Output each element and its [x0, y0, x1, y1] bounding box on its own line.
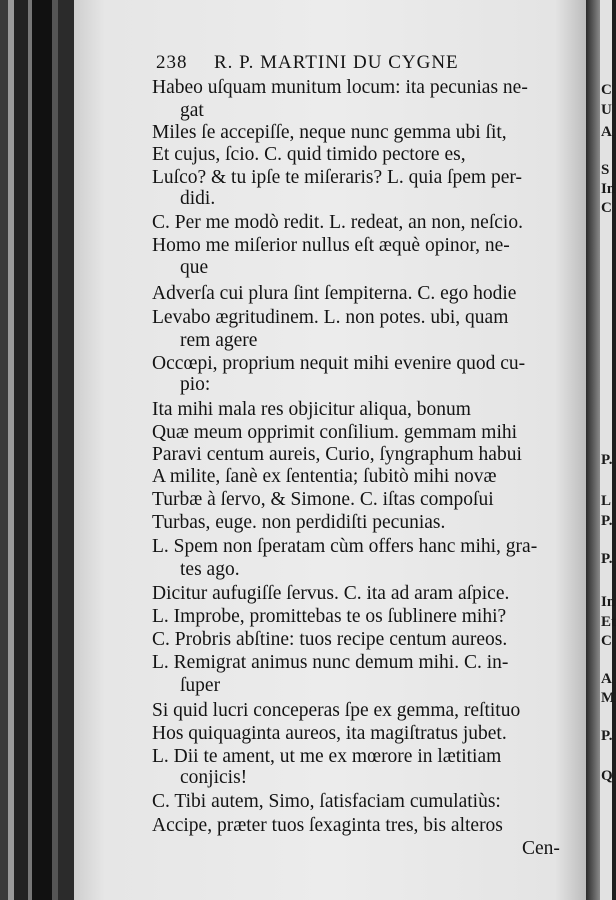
text-line: L. Spem non ſperatam cùm offers hanc mihi, gra- — [152, 536, 538, 557]
text-line: Turbas, euge. non perdidiſti pecunias. — [152, 512, 446, 533]
next-page-fragment: S — [601, 162, 610, 178]
catchword: Cen- — [522, 838, 560, 859]
text-line: C. Per me modò redit. L. redeat, an non, neſcio. — [152, 212, 523, 233]
text-line: C. Tibi autem, Simo, ſatisfaciam cumulatiùs: — [152, 791, 501, 812]
text-line: ſuper — [180, 675, 221, 696]
text-line: pio: — [180, 374, 211, 395]
next-page-fragment: In — [601, 594, 616, 610]
text-line: conjicis! — [180, 767, 248, 788]
next-page-fragment: P. — [601, 728, 613, 744]
text-line: rem agere — [180, 330, 258, 351]
next-page-fragment: P. — [601, 452, 613, 468]
text-line: Levabo ægritudinem. L. non potes. ubi, quam — [152, 307, 509, 328]
next-page-fragment: L — [601, 493, 612, 509]
next-page-fragment: A — [601, 671, 612, 687]
text-line: Ita mihi mala res objicitur aliqua, bonum — [152, 399, 471, 420]
text-line: Et cujus, ſcio. C. quid timido pectore es, — [152, 144, 466, 165]
text-line: Habeo uſquam munitum locum: ita pecunias ne- — [152, 77, 528, 98]
next-page-fragment: Et — [601, 614, 616, 630]
next-page-fragment: A — [601, 124, 612, 140]
text-line: Accipe, præter tuos ſexaginta tres, bis alteros — [152, 815, 503, 836]
running-title: R. P. MARTINI DU CYGNE — [214, 52, 459, 73]
text-line: Turbæ à ſervo, & Simone. C. iſtas compoſui — [152, 489, 494, 510]
text-line: L. Dii te ament, ut me ex mœrore in lætitiam — [152, 746, 502, 767]
next-page-fragment: M — [601, 690, 616, 706]
text-line: L. Remigrat animus nunc demum mihi. C. in- — [152, 652, 509, 673]
text-line: Hos quiquaginta aureos, ita magiſtratus jubet. — [152, 723, 507, 744]
gutter — [586, 0, 600, 900]
text-line: Adverſa cui plura ſint ſempiterna. C. ego hodie — [152, 283, 517, 304]
text-line: C. Probris abſtine: tuos recipe centum aureos. — [152, 629, 508, 650]
next-page-fragment: U — [601, 102, 612, 118]
next-page-fragment: P. — [601, 513, 613, 529]
next-page-fragment: C — [601, 633, 612, 649]
next-page-fragment: P. — [601, 551, 613, 567]
text-line: Dicitur aufugiſſe ſervus. C. ita ad aram aſpice. — [152, 583, 510, 604]
text-line: Paravi centum aureis, Curio, ſyngraphum habui — [152, 444, 522, 465]
text-line: A milite, ſanè ex ſententia; ſubitò mihi novæ — [152, 466, 497, 487]
text-line: Quæ meum opprimit conſilium. gemmam mihi — [152, 422, 518, 443]
next-page-edge — [600, 0, 616, 900]
text-line: Homo me miſerior nullus eſt æquè opinor, ne- — [152, 235, 510, 256]
next-page-fragment: In — [601, 181, 616, 197]
text-line: didi. — [180, 188, 216, 209]
text-line: gat — [180, 100, 204, 121]
text-line: Miles ſe accepiſſe, neque nunc gemma ubi ſit, — [152, 122, 507, 143]
text-line: tes ago. — [180, 559, 240, 580]
next-page-fragment: C — [601, 82, 612, 98]
page-number: 238 — [156, 52, 188, 73]
text-line: Occœpi, proprium nequit mihi evenire quod cu- — [152, 353, 526, 374]
next-page-fragment: Q — [601, 768, 613, 784]
text-line: Luſco? & tu ipſe te miſeraris? L. quia ſpem per- — [152, 167, 522, 188]
book-page — [74, 0, 586, 900]
next-page-fragment: C — [601, 200, 612, 216]
text-line: L. Improbe, promittebas te os ſublinere mihi? — [152, 606, 507, 627]
text-line: que — [180, 257, 209, 278]
text-line: Si quid lucri conceperas ſpe ex gemma, reſtituo — [152, 700, 521, 721]
